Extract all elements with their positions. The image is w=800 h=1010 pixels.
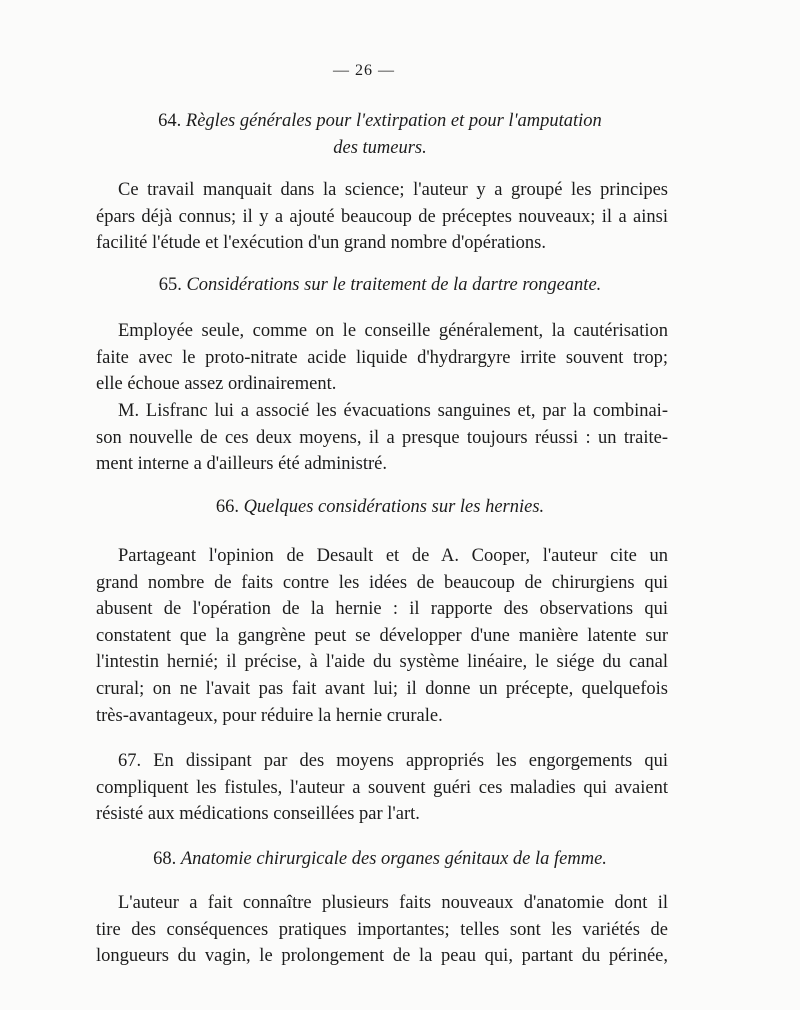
section-65-heading (0, 272, 760, 299)
text-line: Ce travail manquait dans la science; l'auteur y a groupé les principes (118, 180, 668, 200)
text-line: elle échoue assez ordinairement. (96, 374, 337, 395)
text-line: facilité l'étude et l'exécution d'un grand nombre d'opérations. (96, 233, 546, 254)
section-64-heading (0, 108, 760, 161)
section-66-number: 66. (215, 497, 239, 517)
text-line: résisté aux médications conseillées par l'art. (96, 804, 420, 825)
section-67-paragraph (96, 748, 668, 828)
section-64-number: 64. (158, 111, 182, 131)
text-line: compliquent les fistules, l'auteur a souvent guéri ces maladies qui avaient (96, 777, 668, 798)
text-line: épars déjà connus; il y a ajouté beaucoup de préceptes nouveaux; il a ainsi (96, 206, 668, 227)
text-line: M. Lisfranc lui a associé les évacuations sanguines et, par la combinai- (118, 401, 668, 421)
text-line: l'intestin hernié; il précise, à l'aide du système linéaire, le siége du canal (96, 652, 668, 673)
section-65-paragraph-2 (96, 398, 668, 478)
section-68-paragraph (96, 890, 668, 970)
text-line: faite avec le proto-nitrate acide liquide d'hydrargyre irrite souvent trop; (96, 347, 668, 368)
text-line: constatent que la gangrène peut se développer d'une manière latente sur (96, 625, 668, 646)
section-64-paragraph (96, 177, 668, 257)
page-number: — 26 — (333, 62, 395, 79)
section-66-title: Quelques considérations sur les hernies. (243, 497, 545, 517)
text-line: abusent de l'opération de la hernie : il rapporte des observations qui (96, 599, 668, 620)
section-65-paragraph-1 (96, 318, 668, 398)
text-line: Employée seule, comme on le conseille généralement, la cautérisation (118, 321, 668, 341)
section-68-number: 68. (153, 849, 177, 869)
text-line: tire des conséquences pratiques importantes; telles sont les variétés de (96, 919, 668, 940)
section-65-title: Considérations sur le traitement de la dartre rongeante. (186, 275, 602, 295)
text-line: très-avantageux, pour réduire la hernie crurale. (96, 705, 443, 726)
text-line: ment interne a d'ailleurs été administré. (96, 454, 388, 475)
text-line: grand nombre de faits contre les idées de beaucoup de chirurgiens qui (96, 572, 668, 593)
text-line: longueurs du vagin, le prolongement de la peau qui, partant du périnée, (96, 946, 668, 967)
section-66-paragraph (96, 543, 668, 729)
text-line: Partageant l'opinion de Desault et de A. Cooper, l'auteur cite un (118, 546, 668, 566)
section-68-heading (0, 846, 760, 873)
text-line: 67. En dissipant par des moyens appropriés les engorgements qui (118, 751, 668, 771)
text-line: L'auteur a fait connaître plusieurs faits nouveaux d'anatomie dont il (118, 893, 668, 913)
section-64-title-line-2: des tumeurs. (333, 137, 427, 158)
text-line: crural; on ne l'avait pas fait avant lui; il donne un précepte, quelquefois (96, 678, 668, 699)
section-66-heading (0, 494, 760, 521)
section-68-title: Anatomie chirurgicale des organes génitaux de la femme. (180, 849, 607, 869)
section-64-title-line-1: Règles générales pour l'extirpation et pour l'amputation (185, 111, 602, 131)
section-65-number: 65. (158, 275, 182, 295)
text-line: son nouvelle de ces deux moyens, il a presque toujours réussi : un traite- (96, 427, 668, 448)
